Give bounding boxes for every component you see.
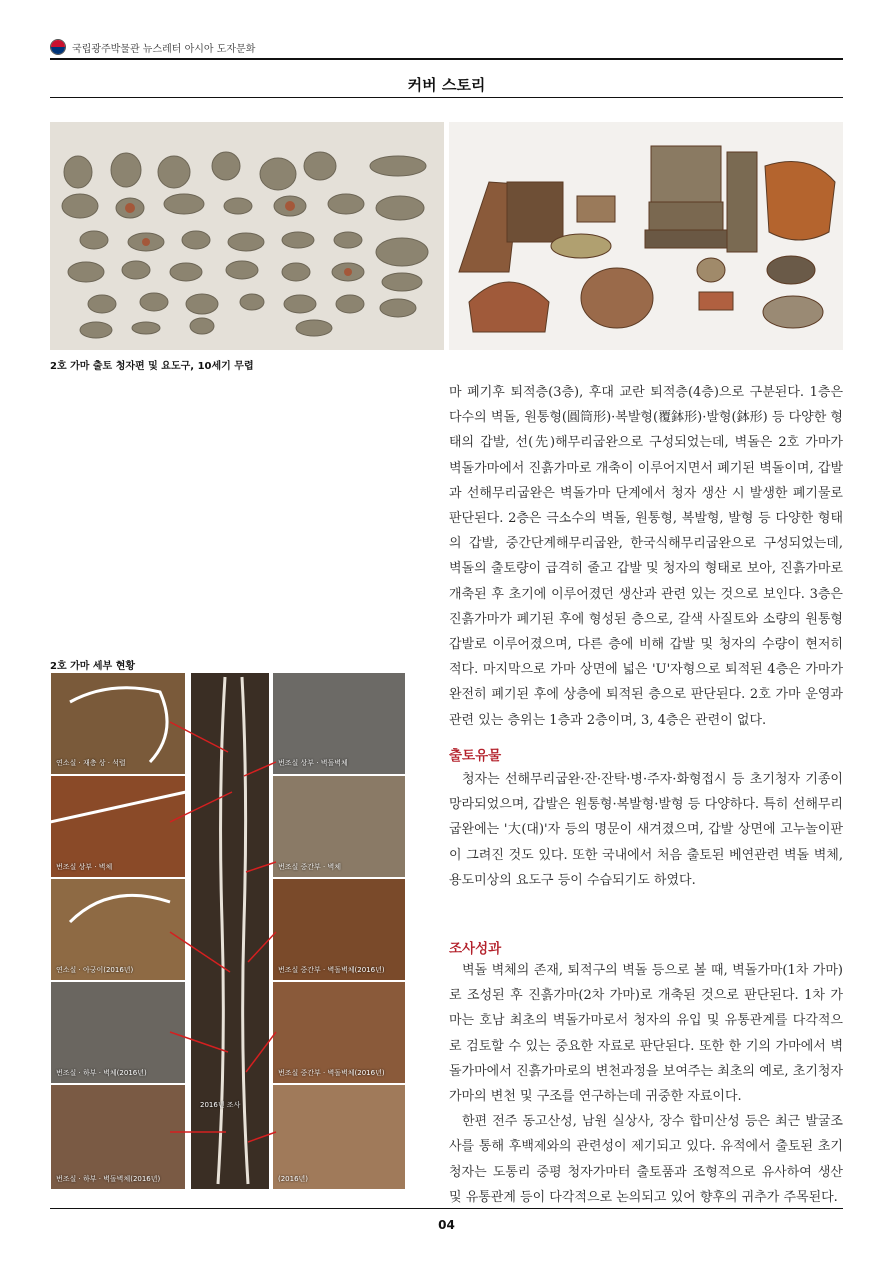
kiln-label-9: 번조실 · 하부 · 벽돌벽체(2016년): [56, 1175, 161, 1183]
celadon-shards-photo: [50, 122, 444, 350]
page-number: 04: [438, 1218, 455, 1232]
kiln-detail-collage: [50, 672, 406, 1190]
paragraph-results: 벽돌 벽체의 존재, 퇴적구의 벽돌 등으로 볼 때, 벽돌가마(1차 가마)로 조성된 후 진흙가마(2차 가마)로 개축된 것으로 판단된다. 1차 가마는 호남 최초의 벽돌가마로서 청자의 유입 및 유통관계를 다각적으로 검토할 수 있는 중요한 자료로 판단된다. 또한 한 기의 가마에서 벽돌가마에서 진흙가마로의 변천과정을 보여주는 최초의 예로, 초기청자 가마의 변천 및 구조를 연구하는데 귀중한 자료이다.: [449, 963, 843, 1105]
title-rule: [50, 97, 843, 98]
kiln-label-5: 연소실 · 아궁이(2016년): [56, 966, 134, 974]
kiln-label-3: 번조실 상부 · 벽체: [56, 863, 113, 871]
article-column: [449, 380, 843, 733]
museum-logo-icon: [50, 39, 66, 55]
kiln-label-8: 번조실 중간부 · 벽돌벽체(2016년): [278, 1069, 385, 1077]
footer-rule: [50, 1208, 843, 1209]
section-heading-artifacts: 출토유물: [449, 748, 502, 764]
paragraph-strata: 마 폐기후 퇴적층(3층), 후대 교란 퇴적층(4층)으로 구분된다. 1층은 다수의 벽돌, 원통형(圓筒形)·복발형(覆鉢形)·발형(鉢形) 등 다양한 형태의 갑발, 선(先)해무리굽완으로 구성되었는데, 벽돌은 2호 가마가 벽돌가마에서 진흙가마로 개축이 이루어지면서 폐기된 벽돌이며, 갑발과 선해무리굽완은 벽돌가마 단계에서 청자 생산 시 발생한 폐기물로 판단된다. 2층은 극소수의 벽돌, 원통형, 복발형, 발형 등 다양한 형태의 갑발, 중간단계해무리굽완, 한국식해무리굽완으로 구성되었는데, 벽돌의 출토량이 급격히 줄고 갑발 및 청자의 형태로 보아, 진흙가마로 개축된 후 초기에 이루어졌던 생산과 관련 있는 것으로 보인다. 3층은 진흙가마가 폐기된 후에 형성된 층으로, 갈색 사질토와 소량의 원통형 갑발로 이루어졌으며, 다른 층에 비해 갑발 및 청자의 수량이 현저히 적다. 마지막으로 가마 상면에 넓은 'U'자형으로 퇴적된 4층은 가마가 완전히 폐기된 후에 상층에 퇴적된 층으로 판단된다. 2호 가마 운영과 관련 있는 층위는 1층과 2층이며, 3, 4층은 관련이 없다.: [449, 385, 843, 728]
kiln-tools-photo: [449, 122, 843, 350]
header-rule: [50, 58, 843, 60]
page-title: 커버 스토리: [407, 76, 486, 94]
section-heading-results: 조사성과: [449, 941, 502, 957]
paragraph-artifacts: 청자는 선해무리굽완·잔·잔탁·병·주자·화형접시 등 초기청자 기종이 망라되었으며, 갑발은 원통형·복발형·발형 등 다양하다. 특히 선해무리굽완에는 '大(대)'자 등의 명문이 새겨졌으며, 갑발 상면에 고누놀이판이 그려진 것도 있다. 또한 국내에서 처음 출토된 베연관련 벽돌 벽체, 용도미상의 요도구 등이 수습되기도 하였다.: [449, 772, 843, 888]
kiln-label-7: 번조실 · 하부 · 벽체(2016년): [56, 1069, 147, 1077]
brand-text: 국립광주박물관 뉴스레터 아시아 도자문화: [72, 43, 256, 55]
kiln-label-11: 2016년 조사: [200, 1101, 241, 1109]
artifacts-block: [449, 767, 843, 893]
kiln-figure-caption: 2호 가마 세부 현황: [50, 661, 136, 672]
kiln-label-1: 연소실 · 재층 상 · 석렬: [56, 759, 126, 767]
kiln-label-10: (2016년): [278, 1175, 309, 1183]
results-block: [449, 958, 843, 1210]
paragraph-outlook: 한편 전주 동고산성, 남원 실상사, 장수 합미산성 등은 최근 발굴조사를 통해 후백제와의 관련성이 제기되고 있다. 유적에서 출토된 초기청자는 도통리 중평 청자가마터 출토품과 조형적으로 유사하여 생산 및 유통관계 등이 다각적으로 논의되고 있어 향후의 귀추가 주목된다.: [449, 1114, 843, 1205]
brand-bar: [50, 38, 255, 56]
kiln-label-6: 번조실 중간부 · 벽돌벽체(2016년): [278, 966, 385, 974]
kiln-label-4: 번조실 중간부 · 벽체: [278, 863, 341, 871]
top-figure-caption: 2호 가마 출토 청자편 및 요도구, 10세기 무렵: [50, 361, 254, 372]
kiln-label-2: 번조실 상부 · 벽돌벽체: [278, 759, 348, 767]
